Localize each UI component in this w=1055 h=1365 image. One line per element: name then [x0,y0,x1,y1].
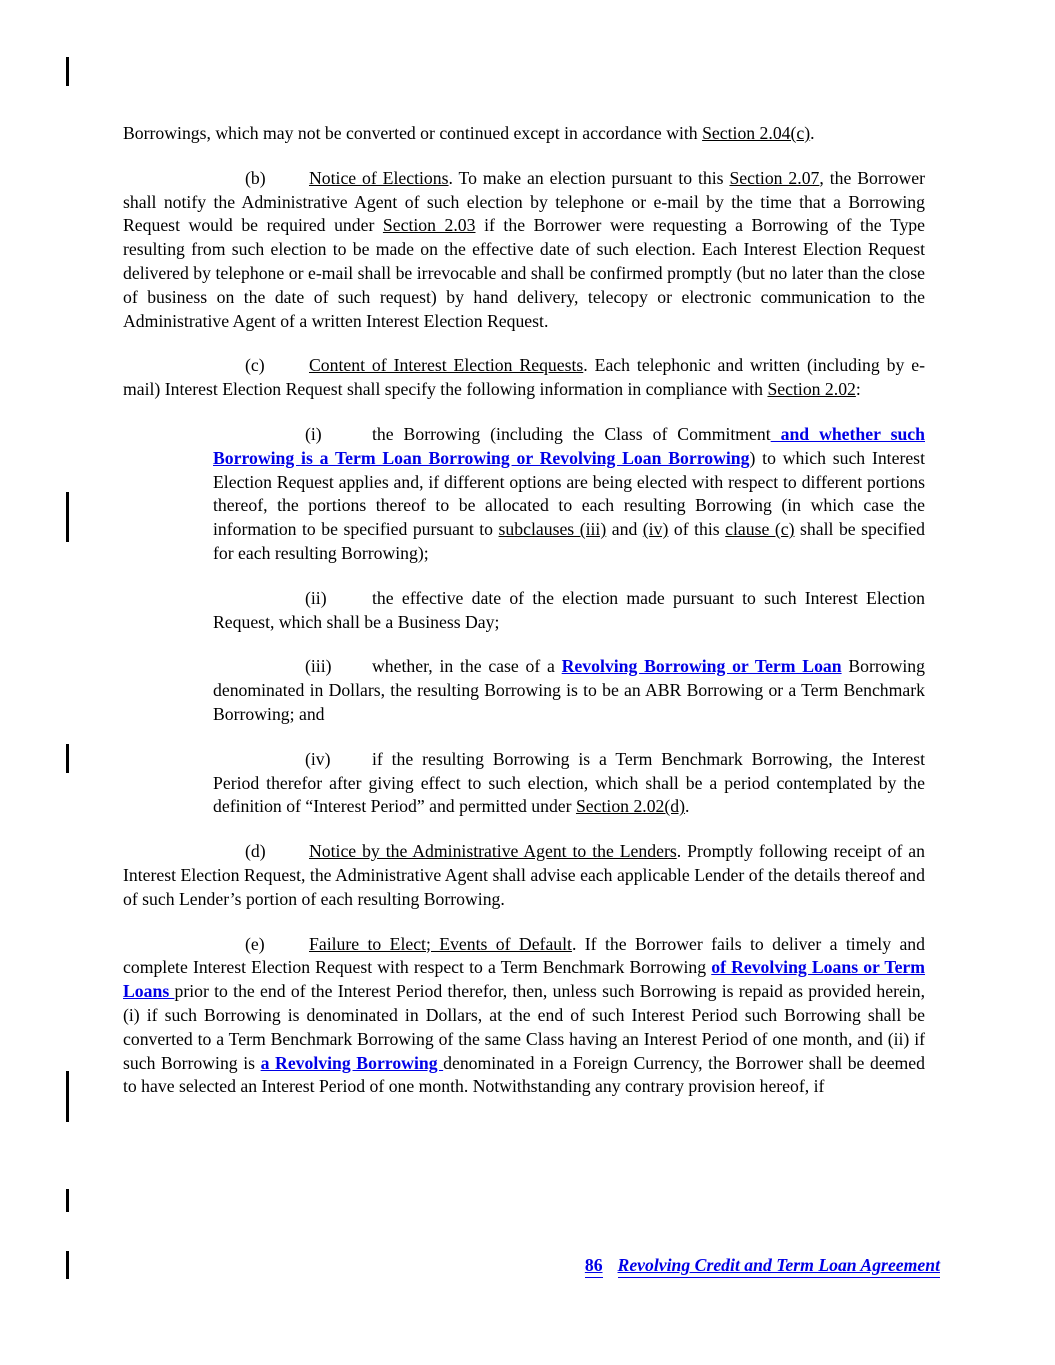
section-reference: (iv) [642,519,669,540]
page-footer [585,1254,940,1276]
text-run: . If the Borrower fails to deliver a timely and complete Interest Election Request with respect to a Term Benchmark Borrowing [123,933,925,978]
clause-heading: Notice by the Administrative Agent to the Lenders [309,841,677,862]
text-run: if the resulting Borrowing is a Term Benchmark Borrowing, the Interest Period therefor after giving effect to such election, which shall be a period contemplated by the definition of “Interest Period” and permitted under [213,748,925,817]
paragraph-intro-continuation [123,122,925,146]
section-reference: subclauses (iii) [498,519,607,540]
inserted-text: Revolving Borrowing or Term Loan [561,656,842,677]
text-run: ) to which such Interest Election Request applies and, if different options are being elected with respect to different portions thereof, the portions thereof to be allocated to each resulting Borrowing (in which case the information to be specified pursuant to [213,447,925,540]
text-run: whether, in the case of a [372,656,562,677]
paragraph-c-content-of-requests [123,354,925,402]
clause-heading: Content of Interest Election Requests [309,355,584,376]
text-run: the effective date of the election made pursuant to such Interest Election Request, which shall be a Business Day; [213,587,925,632]
clause-heading: Failure to Elect; Events of Default [309,933,572,954]
revision-bar [66,57,69,86]
text-run: if the Borrower were requesting a Borrowing of the Type resulting from such election to be made on the effective date of such election. Each Interest Election Request delivered by telephone or e-mail shall be irrevocable and shall be confirmed promptly (but no later than the close of business on the date of such request) by hand delivery, telecopy or electronic communication to the Administrative Agent of a written Interest Election Request. [123,215,925,331]
revision-bar [66,744,69,773]
text-run: . Each telephonic and written (including by e-mail) Interest Election Request shall specify the following information in compliance with [123,355,925,400]
section-reference: Section 2.02(d) [575,796,686,817]
section-reference: Section 2.03 [382,215,476,236]
inserted-text: of Revolving Loans or Term Loans [123,957,926,1002]
list-item-iii [213,655,925,726]
paragraph-d-notice-by-admin-agent [123,840,925,911]
paragraph-b-notice-of-elections [123,167,925,334]
clause-label: (b) [245,167,266,188]
text-run: . Promptly following receipt of an Interest Election Request, the Administrative Agent shall advise each applicable Lender of the details thereof and of such Lender’s portion of each resulting Borrowing. [123,841,925,909]
text-run: . [685,796,690,817]
text-run: : [855,379,861,400]
text-run: of this [668,519,726,540]
paragraph-e-failure-to-elect [123,933,925,1100]
clause-label: (c) [245,355,265,376]
text-run: denominated in a Foreign Currency, the Borrower shall be deemed to have selected an Interest Period of one month. Notwithstanding any contrary provision hereof, if [123,1052,925,1097]
revision-bar [66,1189,69,1212]
text-run: shall be specified for each resulting Borrowing); [213,519,925,563]
text-run: Borrowings, which may not be converted or continued except in accordance with [123,123,703,143]
text-run: prior to the end of the Interest Period therefor, then, unless such Borrowing is repaid as provided herein, (i) if such Borrowing is denominated in Dollars, at the end of such Interest Period such Borrowing shall be converted to a Term Benchmark Borrowing of the same Class having an Interest Period of one month, and (ii) if such Borrowing is [123,981,925,1073]
text-run: the Borrowing (including the Class of Commitment [372,423,771,444]
section-reference: Section 2.04(c) [702,123,811,143]
revision-bar [66,492,69,542]
list-item-iv [213,748,925,819]
list-label: (i) [305,423,322,444]
page-number: 86 [585,1255,603,1278]
text-run: . [810,123,815,143]
clause-label: (d) [245,841,266,862]
revision-bar [66,1251,69,1279]
list-label: (iii) [305,656,332,677]
list-label: (ii) [305,587,327,608]
section-reference: Section 2.02 [767,379,856,400]
footer-document-title: Revolving Credit and Term Loan Agreement [618,1255,940,1278]
revision-bar [66,1071,69,1122]
list-item-i [213,423,925,566]
text-run: . To make an election pursuant to this [448,167,730,188]
document-body [123,122,925,1099]
clause-label: (e) [245,933,265,954]
section-reference: Section 2.07 [729,167,820,188]
text-run: Borrowing denominated in Dollars, the resulting Borrowing is to be an ABR Borrowing or a Term Benchmark Borrowing; and [213,656,925,724]
section-reference: clause (c) [725,519,795,540]
text-run: , the Borrower shall notify the Administrative Agent of such election by telephone or e-mail by the time that a Borrowing Request would be required under [123,167,926,236]
clause-heading: Notice of Elections [309,167,449,188]
list-item-ii [213,587,925,635]
inserted-text: a Revolving Borrowing [260,1052,444,1073]
text-run: and [606,519,643,540]
inserted-text: and whether such Borrowing is a Term Loan Borrowing or Revolving Loan Borrowing [213,423,925,468]
list-label: (iv) [305,748,331,769]
